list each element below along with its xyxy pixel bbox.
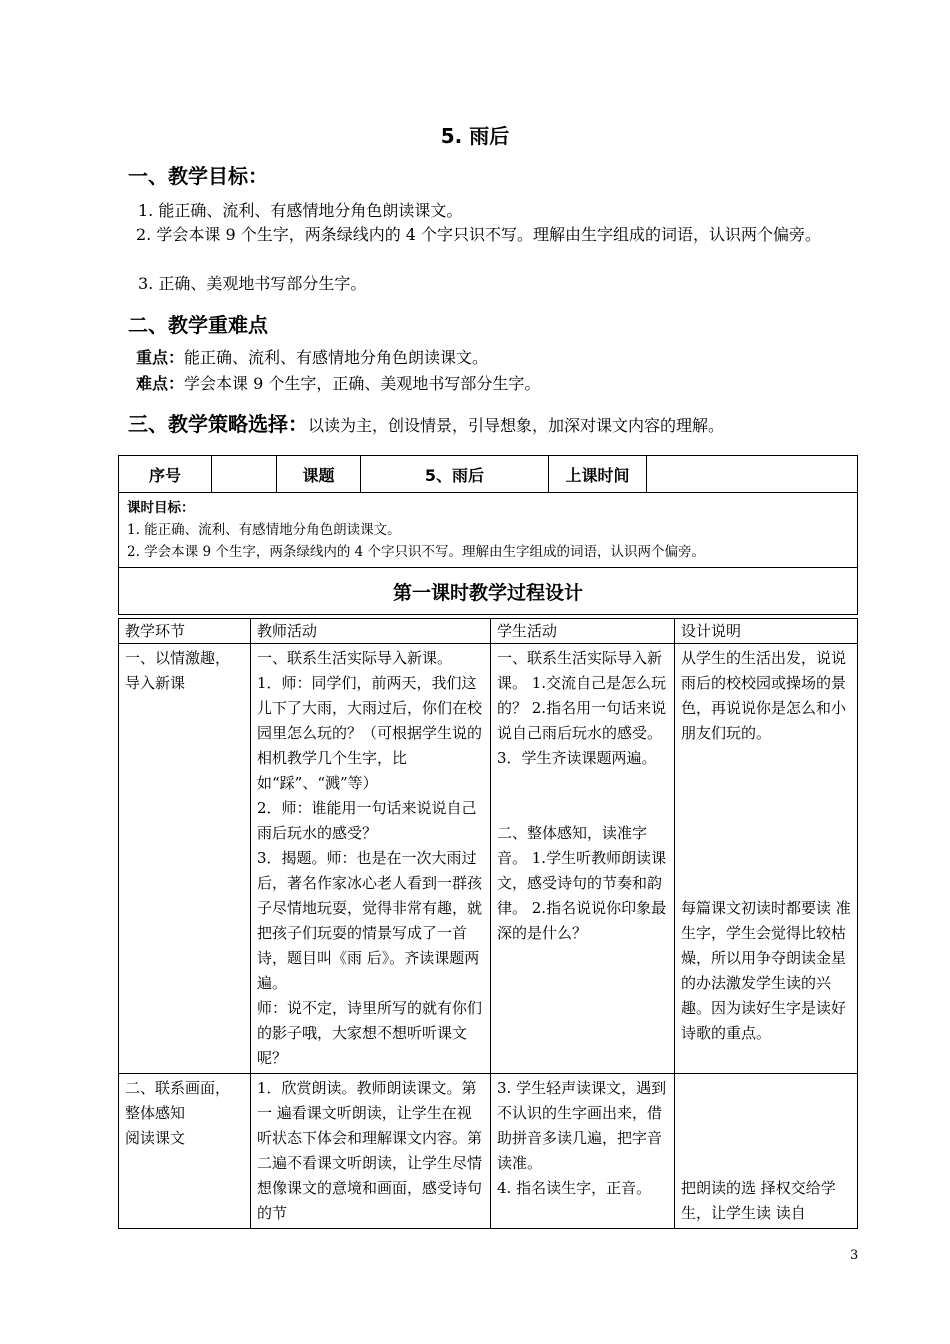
topic-value: 5、雨后 bbox=[361, 456, 549, 493]
key-text: 能正确、流利、有感情地分角色朗读课文。 bbox=[184, 348, 489, 367]
key-point-line bbox=[136, 346, 851, 370]
goal-item: 1. 能正确、流利、有感情地分角色朗读课文。 bbox=[138, 201, 463, 220]
page-number: 3 bbox=[850, 1248, 859, 1263]
page-title: 5. 雨后 bbox=[440, 124, 510, 148]
key-points-heading: 二、教学重难点 bbox=[128, 313, 268, 337]
goal-item: 2. 学会本课 9 个生字，两条绿线内的 4 个字只识不写。理解由生字组成的词语，认识两个偏旁。 bbox=[136, 225, 822, 244]
teacher-activity-cell: 1．欣赏朗读。教师朗读课文。第一 遍看课文听朗读，让学生在视听状态下体会和理解课文内容。第二遍不看课文听朗读，让学生尽情想像课文的意境和画面，感受诗句的节 bbox=[251, 1074, 491, 1229]
key-label: 重点： bbox=[136, 348, 185, 367]
section-title: 第一课时教学过程设计 bbox=[119, 568, 858, 615]
lesson-info-table bbox=[118, 455, 858, 615]
strategy-heading: 三、教学策略选择： bbox=[128, 412, 308, 436]
column-header: 教学环节 bbox=[119, 619, 251, 644]
lesson-goals-cell bbox=[119, 493, 858, 568]
student-activity-cell: 一、联系生活实际导入新课。 1.交流自己是怎么玩的？ 2.指名用一句话来说说自己雨后玩水的感受。 3．学生齐读课题两遍。 二、整体感知，读准字音。 1.学生听教师朗读课 文，感受诗句的节奏和韵律。 2.指名说说你印象最深的是什么？ bbox=[491, 644, 675, 1074]
time-value bbox=[647, 456, 858, 493]
stage-cell: 二、联系画面，整体感知 阅读课文 bbox=[119, 1074, 251, 1229]
time-label: 上课时间 bbox=[549, 456, 647, 493]
column-header: 学生活动 bbox=[491, 619, 675, 644]
difficulty-text: 学会本课 9 个生字，正确、美观地书写部分生字。 bbox=[184, 374, 541, 393]
difficulty-label: 难点： bbox=[136, 374, 185, 393]
student-activity-cell: 3. 学生轻声读课文，遇到不认识的生字画出来，借助拼音多读几遍，把字音读准。 4. 指名读生字，正音。 bbox=[491, 1074, 675, 1229]
goal-item: 3. 正确、美观地书写部分生字。 bbox=[138, 274, 367, 293]
lesson-goals-row bbox=[119, 493, 858, 568]
column-header: 设计说明 bbox=[675, 619, 858, 644]
column-header: 教师活动 bbox=[251, 619, 491, 644]
seq-label: 序号 bbox=[119, 456, 212, 493]
seq-value bbox=[212, 456, 277, 493]
table-row bbox=[119, 644, 858, 1074]
lesson-goal: 1. 能正确、流利、有感情地分角色朗读课文。 bbox=[127, 522, 401, 538]
strategy-text: 以读为主，创设情景，引导想象，加深对课文内容的理解。 bbox=[308, 416, 725, 435]
info-header-row bbox=[119, 456, 858, 493]
teacher-activity-cell: 一、联系生活实际导入新课。 1．师：同学们，前两天，我们这儿下了大雨，大雨过后，你们在校园里怎么玩的？（可根据学生说的相机教学几个生字，比如“踩”、“溅”等） 2．师：谁能用一句话来说说自己雨后玩水的感受？ 3．揭题。师：也是在一次大雨过后，著名作家冰心老人看到一群孩子尽情地玩耍，觉得非常有趣，就把孩子们玩耍的情景写成了一首诗，题目叫《雨 后》。齐读课题两遍。 师：说不定，诗里所写的就有你们的影子哦，大家想不想听听课文呢？ bbox=[251, 644, 491, 1074]
topic-label: 课题 bbox=[277, 456, 361, 493]
process-table bbox=[118, 618, 858, 1229]
strategy-line bbox=[128, 408, 724, 437]
process-header-row bbox=[119, 619, 858, 644]
table-row bbox=[119, 1074, 858, 1229]
goals-heading: 一、教学目标： bbox=[128, 164, 268, 188]
section-title-row bbox=[119, 568, 858, 615]
lesson-goals-label: 课时目标： bbox=[127, 500, 195, 516]
lesson-goal: 2. 学会本课 9 个生字，两条绿线内的 4 个字只识不写。理解由生字组成的词语，认识两个偏旁。 bbox=[127, 544, 706, 560]
difficulty-line bbox=[136, 372, 851, 396]
stage-cell: 一、以情激趣，导入新课 bbox=[119, 644, 251, 1074]
design-note-cell: 从学生的生活出发，说说雨后的校校园或操场的景色，再说说你是怎么和小朋友们玩的。 每篇课文初读时都要读 准生字，学生会觉得比较枯燥，所以用争夺朗读金星的办法激发学生读的兴趣。因为读好生字是读好诗歌的重点。 bbox=[675, 644, 858, 1074]
design-note-cell: 把朗读的选 择权交给学生，让学生读 读自 bbox=[675, 1074, 858, 1229]
